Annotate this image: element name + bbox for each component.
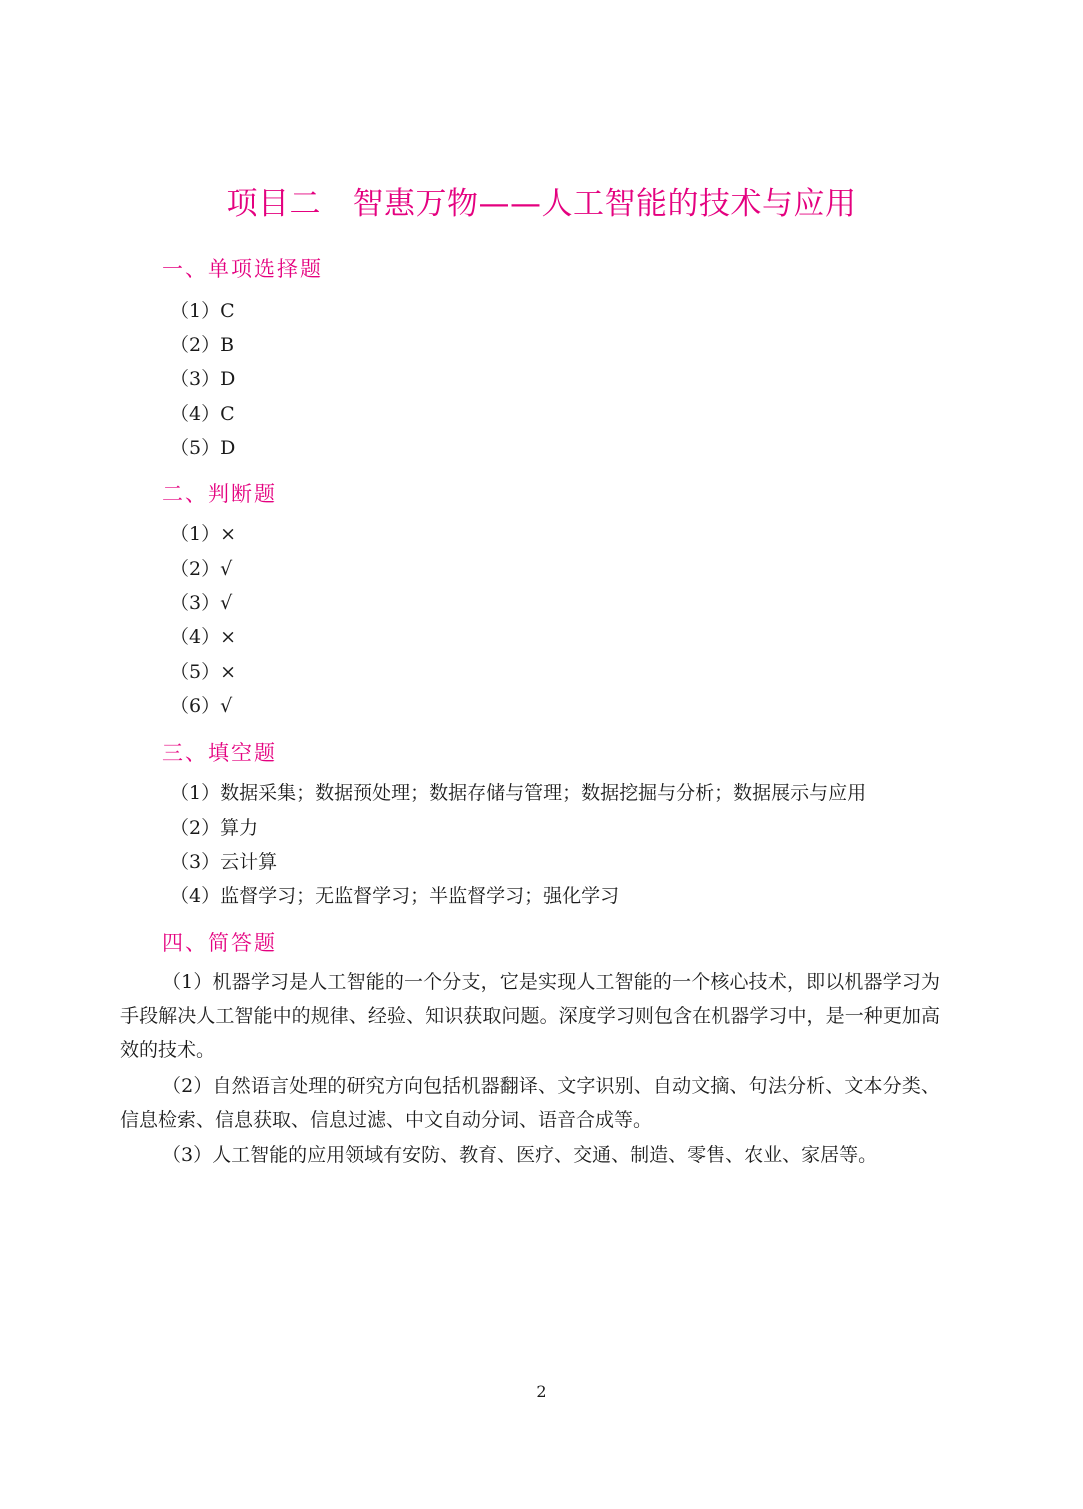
page-title: 项目二 智惠万物——人工智能的技术与应用 (226, 186, 857, 222)
answer-item: （5）D (170, 437, 236, 459)
page-number: 2 (536, 1382, 547, 1401)
answer-item: （6）√ (170, 695, 233, 717)
answer-item: （2）算力 (170, 817, 259, 839)
answer-item: （2）B (170, 334, 235, 356)
answer-item: （3）√ (170, 592, 233, 614)
answer-item: （4）C (170, 403, 235, 425)
section-heading-fill-blank: 三、填空题 (162, 741, 277, 765)
answer-item: （1）C (170, 300, 235, 322)
answer-paragraph: （2）自然语言处理的研究方向包括机器翻译、文字识别、自动文摘、句法分析、文本分类、信息检索、信息获取、信息过滤、中文自动分词、语音合成等。 (120, 1075, 940, 1131)
answer-item: （4）监督学习；无监督学习；半监督学习；强化学习 (170, 885, 620, 907)
answer-item: （1）× (170, 523, 237, 545)
section-heading-short-answer: 四、简答题 (162, 931, 277, 955)
answer-paragraph: （1）机器学习是人工智能的一个分支，它是实现人工智能的一个核心技术，即以机器学习为手段解决人工智能中的规律、经验、知识获取问题。深度学习则包含在机器学习中，是一种更加高效的技术。 (120, 971, 940, 1061)
answer-item: （1）数据采集；数据预处理；数据存储与管理；数据挖掘与分析；数据展示与应用 (170, 782, 867, 804)
answer-item: （4）× (170, 626, 237, 648)
answer-item: （3）D (170, 368, 236, 390)
answer-item: （3）云计算 (170, 851, 278, 873)
section-heading-true-false: 二、判断题 (162, 482, 277, 506)
answer-item: （5）× (170, 661, 237, 683)
section-heading-single-choice: 一、单项选择题 (162, 257, 323, 281)
answer-paragraph: （3）人工智能的应用领域有安防、教育、医疗、交通、制造、零售、农业、家居等。 (162, 1144, 878, 1166)
answer-item: （2）√ (170, 558, 233, 580)
